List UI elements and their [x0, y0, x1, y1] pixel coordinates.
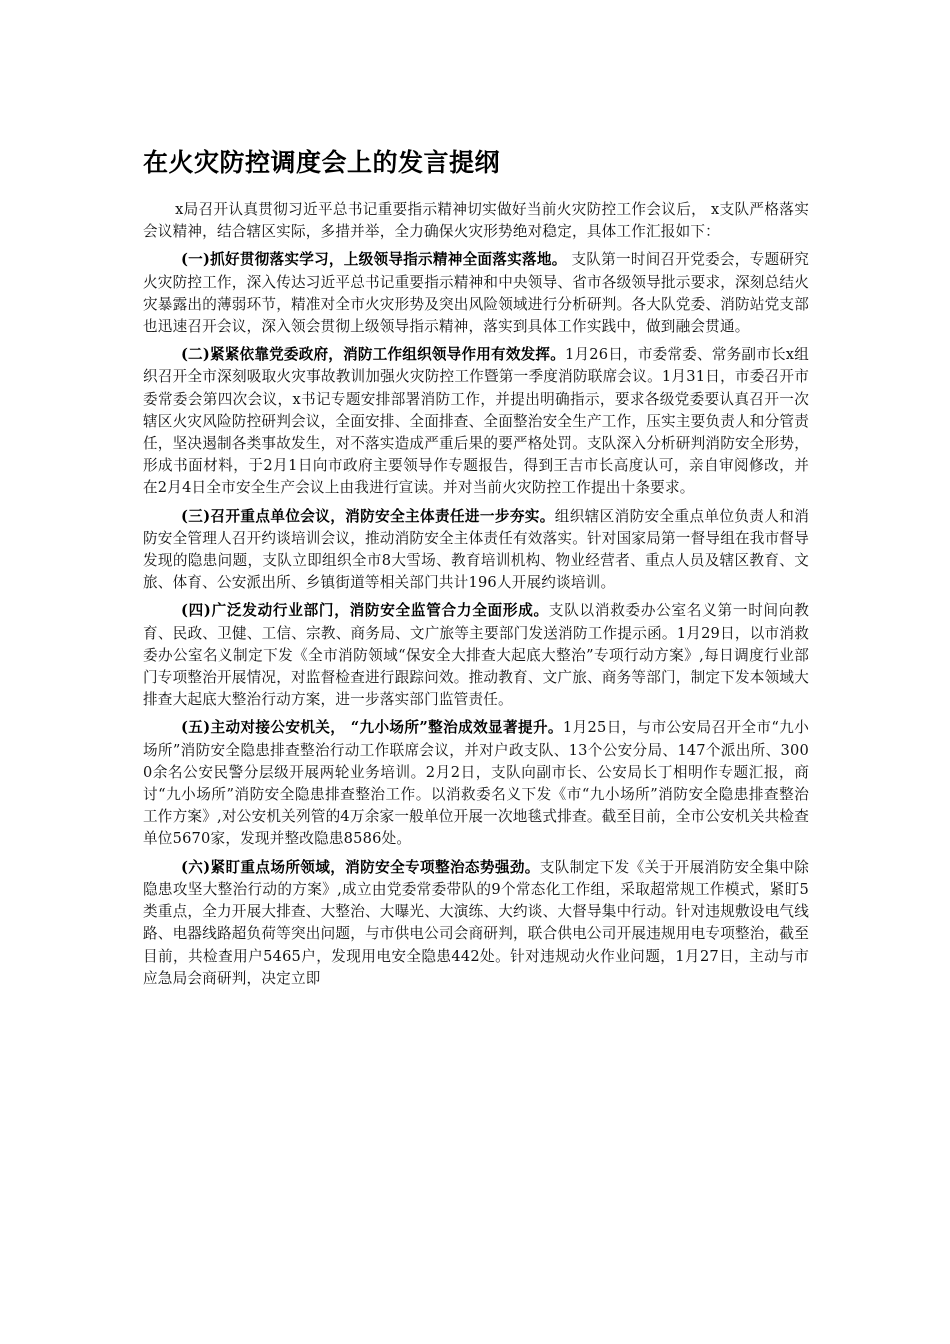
- section-paragraph-6: [143, 857, 809, 990]
- section-text-6: 支队制定下发《关于开展消防安全集中除隐患攻坚大整治行动的方案》,成立由党委常委带队的9个常态化工作组，采取超常规工作模式，紧盯5类重点，全力开展大排查、大整治、大曝光、大演练、大约谈、大督导集中行动。针对违规敷设电气线路、电器线路超负荷等突出问题，与市供电公司会商研判，联合供电公司开展违规用电专项整治，截至目前，共检查用户5465户，发现用电安全隐患442处。针对违规动火作业问题，1月27日，主动与市应急局会商研判，决定立即: [143, 858, 810, 987]
- section-paragraph-2: [143, 344, 809, 499]
- section-text-3: 组织辖区消防安全重点单位负责人和消防安全管理人召开约谈培训会议，推动消防安全主体责任有效落实。针对国家局第一督导组在我市督导发现的隐患问题，支队立即组织全市8大雪场、教育培训机构、物业经营者、重点人员及辖区教育、文旅、体育、公安派出所、乡镇街道等相关部门共计196人开展约谈培训。: [143, 507, 810, 592]
- section-text-4: 支队以消救委办公室名义第一时间向教育、民政、卫健、工信、宗教、商务局、文广旅等主要部门发送消防工作提示函。1月29日，以市消救委办公室名义制定下发《全市消防领域“保安全大排查大起底大整治”专项行动方案》,每日调度行业部门专项整治开展情况，对监督检查进行跟踪问效。推动教育、文广旅、商务等部门，制定下发本领域大排查大起底大整治行动方案，进一步落实部门监管责任。: [143, 602, 810, 709]
- section-heading-3: (三)召开重点单位会议，消防安全主体责任进一步夯实。: [180, 507, 555, 525]
- section-text-5: 1月25日，与市公安局召开全市“九小场所”消防安全隐患排查整治行动工作联席会议，并对户政支队、13个公安分局、147个派出所、3000余名公安民警分层级开展两轮业务培训。2月2日，支队向副市长、公安局长丁相明作专题汇报，商讨“九小场所”消防安全隐患排查整治工作。以消救委名义下发《市“九小场所”消防安全隐患排查整治工作方案》,对公安机关列管的4万余家一般单位开展一次地毯式排查。截至目前，全市公安机关共检查单位5670家，发现并整改隐患8586处。: [143, 719, 809, 848]
- section-paragraph-1: [143, 249, 809, 338]
- intro-paragraph: x局召开认真贯彻习近平总书记重要指示精神切实做好当前火灾防控工作会议后， x支队严格落实会议精神，结合辖区实际，多措并举，全力确保火灾形势绝对稳定，具体工作汇报如下：: [143, 201, 809, 241]
- section-heading-1: (一)抓好贯彻落实学习，上级领导指示精神全面落实落地。: [180, 251, 567, 269]
- section-heading-4: (四)广泛发动行业部门，消防安全监管合力全面形成。: [180, 602, 549, 620]
- section-text-1: 支队第一时间召开党委会，专题研究火灾防控工作，深入传达习近平总书记重要指示精神和中央领导、省市各级领导批示要求，深刻总结火灾暴露出的薄弱环节，精准对全市火灾形势及突出风险领域进行分析研判。各大队党委、消防站党支部也迅速召开会议，深入领会贯彻上级领导指示精神，落实到具体工作实践中，做到融会贯通。: [143, 251, 809, 336]
- section-heading-5: (五)主动对接公安机关， “九小场所”整治成效显著提升。: [180, 719, 563, 737]
- document-body: [143, 199, 809, 996]
- section-heading-6: (六)紧盯重点场所领域，消防安全专项整治态势强劲。: [180, 858, 540, 876]
- section-paragraph-4: [143, 600, 809, 711]
- section-paragraph-3: [143, 506, 809, 595]
- section-paragraph-5: [143, 717, 809, 850]
- section-heading-2: (二)紧紧依靠党委政府，消防工作组织领导作用有效发挥。: [180, 346, 566, 364]
- document-title: 在火灾防控调度会上的发言提纲: [143, 148, 501, 177]
- section-text-2: 1月26日，市委常委、常务副市长x组织召开全市深刻吸取火灾事故教训加强火灾防控工作暨第一季度消防联席会议。1月31日，市委召开市委常委会第四次会议，x书记专题安排部署消防工作，并提出明确指示，要求各级党委要认真召开一次辖区火灾风险防控研判会议，全面安排、全面排查、全面整治安全生产工作，压实主要负责人和分管责任，坚决遏制各类事故发生，对不落实造成严重后果的要严格处罚。支队深入分析研判消防安全形势，形成书面材料，于2月1日向市政府主要领导作专题报告，得到王吉市长高度认可，亲自审阅修改，并在2月4日全市安全生产会议上由我进行宣读。并对当前火灾防控工作提出十条要求。: [143, 346, 810, 497]
